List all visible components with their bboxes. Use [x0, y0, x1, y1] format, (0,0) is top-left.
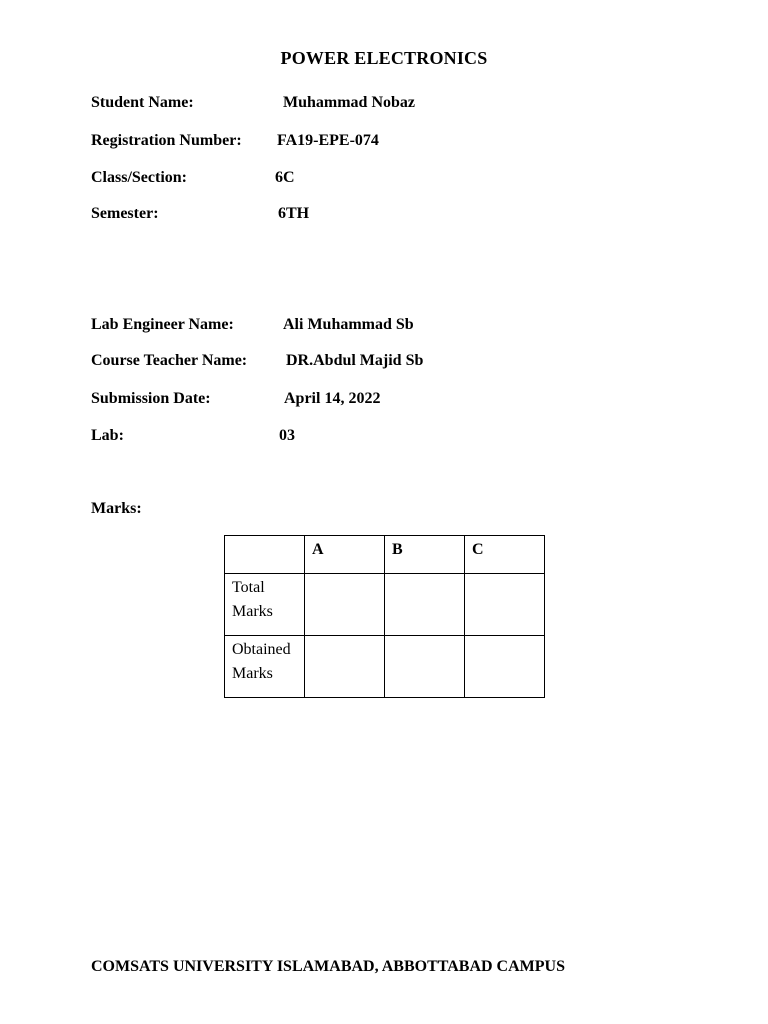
- semester-value: 6TH: [278, 205, 310, 222]
- marks-column-header: C: [465, 536, 545, 574]
- marks-cell: [465, 636, 545, 698]
- marks-cell: [385, 636, 465, 698]
- university-footer: COMSATS UNIVERSITY ISLAMABAD, ABBOTTABAD CAMPUS: [91, 958, 565, 975]
- submission-date-value: April 14, 2022: [284, 390, 381, 407]
- marks-cell: [305, 574, 385, 636]
- marks-cell: [385, 574, 465, 636]
- student-name-label: Student Name:: [91, 94, 194, 111]
- marks-table: [224, 535, 545, 698]
- marks-cell: [465, 574, 545, 636]
- marks-row-label: Obtained Marks: [225, 636, 305, 698]
- registration-number-label: Registration Number:: [91, 132, 242, 149]
- class-section-label: Class/Section:: [91, 169, 187, 186]
- marks-row-label: Total Marks: [225, 574, 305, 636]
- lab-number-value: 03: [279, 427, 295, 444]
- marks-cell: [305, 636, 385, 698]
- lab-engineer-label: Lab Engineer Name:: [91, 316, 234, 333]
- marks-column-header: B: [385, 536, 465, 574]
- semester-label: Semester:: [91, 205, 159, 222]
- marks-table-row: [225, 574, 545, 636]
- lab-engineer-value: Ali Muhammad Sb: [283, 316, 414, 333]
- document-title: POWER ELECTRONICS: [280, 48, 488, 68]
- marks-table-row: [225, 636, 545, 698]
- student-name-value: Muhammad Nobaz: [283, 94, 416, 111]
- marks-label: Marks:: [91, 500, 142, 517]
- course-teacher-value: DR.Abdul Majid Sb: [286, 352, 424, 369]
- lab-number-label: Lab:: [91, 427, 124, 444]
- course-teacher-label: Course Teacher Name:: [91, 352, 248, 369]
- class-section-value: 6C: [275, 169, 295, 186]
- registration-number-value: FA19-EPE-074: [277, 132, 379, 149]
- marks-table-corner-cell: [225, 536, 305, 574]
- marks-column-header: A: [305, 536, 385, 574]
- submission-date-label: Submission Date:: [91, 390, 211, 407]
- marks-table-header-row: [225, 536, 545, 574]
